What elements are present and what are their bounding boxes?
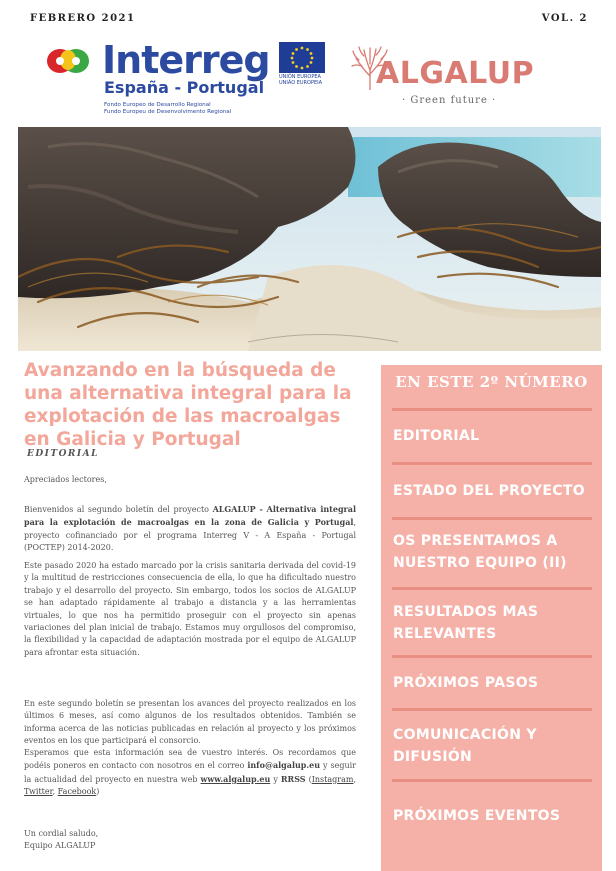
contents-item-eventos[interactable]: PRÓXIMOS EVENTOS bbox=[393, 808, 561, 824]
divider bbox=[392, 517, 592, 520]
article-headline: Avanzando en la búsqueda de una alternativa integral para la explotación de las macroalgas en Galicia y Portugal bbox=[24, 360, 352, 450]
contents-item-resultados[interactable]: RESULTADOS MAS RELEVANTES bbox=[393, 604, 539, 642]
contents-item-pasos[interactable]: PRÓXIMOS PASOS bbox=[393, 675, 539, 691]
contents-item-estado[interactable]: ESTADO DEL PROYECTO bbox=[393, 483, 585, 499]
section-label: EDITORIAL bbox=[27, 449, 99, 459]
divider bbox=[392, 587, 592, 590]
instagram-link[interactable]: Instagram bbox=[311, 774, 354, 784]
issue-date: FEBRERO 2021 bbox=[30, 13, 136, 24]
divider bbox=[392, 655, 592, 658]
paragraph-summary: En este segundo boletín se presentan los avances del proyecto realizados en los últimos 6 meses, así como algunos de los resultados obtenidos. También se informa acerca de las noticias publicadas en relación al proyecto y los próximos eventos en los que participará el consorcio. bbox=[24, 699, 356, 746]
contents-item-equipo[interactable]: OS PRESENTAMOS A NUESTRO EQUIPO (II) bbox=[393, 533, 567, 571]
divider bbox=[392, 408, 592, 411]
fund-text-pt: Fundo Europeu de Desenvolvimento Regional bbox=[104, 109, 232, 115]
contents-title: EN ESTE 2º NÚMERO bbox=[395, 373, 588, 391]
email-link[interactable]: info@algalup.eu bbox=[247, 760, 321, 771]
divider bbox=[392, 462, 592, 465]
divider bbox=[392, 708, 592, 711]
twitter-link[interactable]: Twitter bbox=[24, 787, 53, 797]
issue-volume: VOL. 2 bbox=[541, 13, 588, 24]
website-link[interactable]: www.algalup.eu bbox=[200, 773, 271, 784]
eu-flag-icon bbox=[279, 42, 325, 73]
paragraph-intro: Bienvenidos al segundo boletín del proyecto ALGALUP - Alternativa integral para la explotación de macroalgas en la zona de Galicia y Portugal, proyecto cofinanciado por el programa Interreg V - A España - Portugal (POCTEP) 2014-2020. bbox=[24, 504, 356, 553]
interreg-wordmark: Interreg bbox=[102, 38, 270, 82]
contents-sidebar bbox=[381, 365, 602, 871]
algalup-tagline: · Green future · bbox=[402, 95, 497, 106]
interreg-subtitle: España - Portugal bbox=[104, 78, 265, 97]
greeting: Apreciados lectores, bbox=[24, 475, 107, 484]
paragraph-covid: Este pasado 2020 ha estado marcado por la crisis sanitaria derivada del covid-19 y la multitud de restricciones consecuencia de ella, lo que ha dificultado nuestro trabajo y el desarrollo del proyecto. Sin embargo, todos los socios de ALGALUP se han adaptado rápidamente al trabajo a distancia y a las herramientas virtuales, lo que nos ha permitido proseguir con el proyecto sin apenas variaciones del plan inicial de trabajo. Estamos muy orgullosos del compromiso, la flexibilidad y la capacidad de adaptación mostrada por el equipo de ALGALUP para afrontar esta situación. bbox=[24, 561, 356, 657]
paragraph-contact: Esperamos que esta información sea de vuestro interés. Os recordamos que podéis poneros en contacto con nosotros en el correo info@algalup.eu y seguir la actualidad del proyecto en nuestra web www.algalup.eu y RRSS (Instagram, Twitter, Facebook) bbox=[24, 748, 356, 797]
contents-item-editorial[interactable]: EDITORIAL bbox=[393, 428, 480, 444]
interreg-logo bbox=[42, 38, 342, 118]
divider bbox=[392, 779, 592, 782]
eu-label: UNIÓN EUROPEA UNIÃO EUROPEIA bbox=[279, 74, 323, 86]
algalup-wordmark: ALGALUP bbox=[376, 56, 535, 91]
contents-item-comunicacion[interactable]: COMUNICACIÓN Y DIFUSIÓN bbox=[393, 727, 537, 765]
seaweed-beach-photo bbox=[18, 127, 601, 351]
closing: Un cordial saludo, Equipo ALGALUP bbox=[24, 829, 99, 851]
algalup-logo bbox=[350, 44, 550, 114]
interreg-blob-icon bbox=[46, 46, 90, 76]
facebook-link[interactable]: Facebook bbox=[57, 787, 97, 797]
fund-text-es: Fondo Europeo de Desarrollo Regional bbox=[104, 102, 211, 108]
